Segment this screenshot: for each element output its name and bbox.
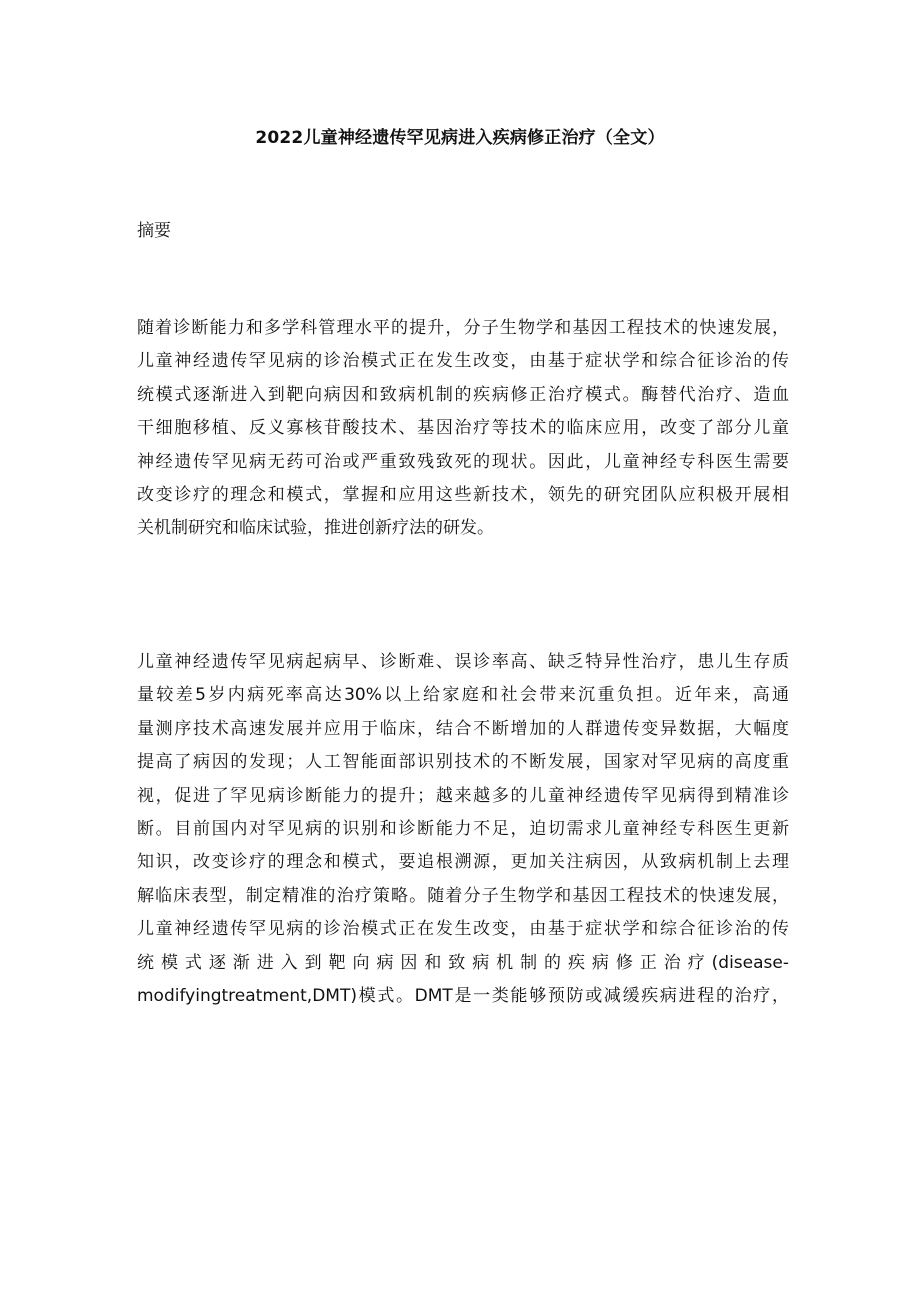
paragraph-2 — [137, 650, 789, 1017]
paragraph-line: 干细胞移植、反义寡核苷酸技术、基因治疗等技术的临床应用，改变了部分儿童 — [137, 418, 789, 439]
paragraph-line: 随着诊断能力和多学科管理水平的提升，分子生物学和基因工程技术的快速发展， — [137, 318, 789, 338]
paragraph-line: 量测序技术高速发展并应用于临床，结合不断增加的人群遗传变异数据，大幅度 — [137, 718, 789, 739]
paragraph-line: 知识，改变诊疗的理念和模式，要追根溯源，更加关注病因，从致病机制上去理 — [137, 852, 789, 873]
paragraph-line: 视，促进了罕见病诊断能力的提升；越来越多的儿童神经遗传罕见病得到精准诊 — [137, 785, 789, 806]
paragraph-line: 提高了病因的发现；人工智能面部识别技术的不断发展，国家对罕见病的高度重 — [137, 752, 789, 773]
paragraph-line: 断。目前国内对罕见病的识别和诊断能力不足，迫切需求儿童神经专科医生更新 — [137, 818, 789, 839]
paragraph-line: 儿童神经遗传罕见病的诊治模式正在发生改变，由基于症状学和综合征诊治的传 — [137, 919, 789, 940]
abstract-heading: 摘要 — [137, 221, 171, 241]
paragraph-line: 量较差5岁内病死率高达30%以上给家庭和社会带来沉重负担。近年来，高通 — [137, 685, 789, 706]
paragraph-line: 统模式逐渐进入到靶向病因和致病机制的疾病修正治疗模式。酶替代治疗、造血 — [137, 384, 789, 405]
paragraph-line: 儿童神经遗传罕见病起病早、诊断难、误诊率高、缺乏特异性治疗，患儿生存质 — [137, 652, 789, 672]
paragraph-line: 神经遗传罕见病无药可治或严重致残致死的现状。因此，儿童神经专科医生需要 — [137, 451, 789, 472]
document-title: 2022儿童神经遗传罕见病进入疾病修正治疗（全文） — [255, 128, 665, 148]
paragraph-1 — [137, 316, 789, 550]
paragraph-line: modifyingtreatment,DMT)模式。DMT是一类能够预防或减缓疾病进程的治疗， — [137, 985, 789, 1006]
paragraph-line: 儿童神经遗传罕见病的诊治模式正在发生改变，由基于症状学和综合征诊治的传 — [137, 351, 789, 372]
paragraph-line: 解临床表型，制定精准的治疗策略。随着分子生物学和基因工程技术的快速发展， — [137, 885, 789, 906]
paragraph-line: 关机制研究和临床试验，推进创新疗法的研发。 — [137, 518, 494, 539]
paragraph-line: 统模式逐渐进入到靶向病因和致病机制的疾病修正治疗(disease- — [137, 952, 789, 973]
paragraph-line: 改变诊疗的理念和模式，掌握和应用这些新技术，领先的研究团队应积极开展相 — [137, 484, 789, 505]
